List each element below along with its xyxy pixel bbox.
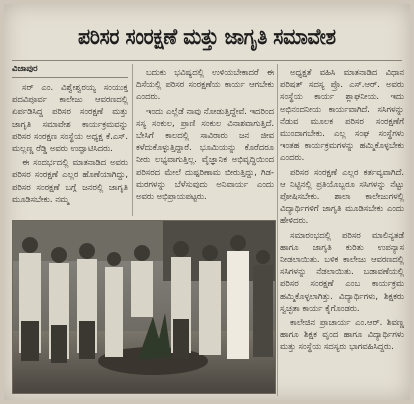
news-photo (12, 220, 276, 394)
article-paragraph: ಅಧ್ಯಕ್ಷತೆ ವಹಿಸಿ ಮಾತನಾಡಿದ ವಿಧಾನ ಪರಿಷತ್ ಸದಸ್ಯ ಪ್ರೊ. ಎಸ್.ಆರ್. ಅವರು ಸಂಸ್ಥೆಯ ಕಾರ್ಯ ಶ್ಲಾಘನೀಯ. ಇದು ಅಭಿನಂದನೀಯ ಕಾರ್ಯವಾಗಿದೆ. ಸಸಿಗಳನ್ನು ನೆಡುವ ಮೂಲಕ ಪರಿಸರ ಸಂರಕ್ಷಣೆಗೆ ಮುಂದಾಗಬೇಕು. ಎಲ್ಲ ಸಂಘ ಸಂಸ್ಥೆಗಳು ಇಂತಹ ಕಾರ್ಯಕ್ರಮಗಳನ್ನು ಹಮ್ಮಿಕೊಳ್ಳಬೇಕು ಎಂದರು. (280, 67, 404, 163)
newspaper-clipping (4, 4, 410, 400)
article-paragraph: ಈ ಸಂದರ್ಭದಲ್ಲಿ ಮಾತನಾಡಿದ ಅವರು ಪರಿಸರ ಸಂರಕ್ಷಣೆ ಎಲ್ಲರ ಹೊಣೆಯಾಗಿದ್ದು, ಪರಿಸರ ಸಂರಕ್ಷಣೆ ಬಗ್ಗೆ ಜನರಲ್ಲಿ ಜಾಗೃತಿ ಮೂಡಿಸಬೇಕು. ನಮ್ಮ (12, 157, 128, 204)
article-column-1 (12, 64, 128, 216)
column-rule (132, 64, 133, 216)
column-rule (277, 64, 278, 396)
article-column-2 (136, 66, 274, 216)
article-paragraph: ಸರ್ ಎಂ. ವಿಶ್ವೇಶ್ವರಯ್ಯ ಸಂಯುಕ್ತ ಪದವಿಪೂರ್ವ ಕಾಲೇಜು ಆವರಣದಲ್ಲಿ ಏರ್ಪಡಿಸಿದ್ದ ಪರಿಸರ ಸಂರಕ್ಷಣೆ ಮತ್ತು ಜಾಗೃತಿ ಸಮಾವೇಶ ಕಾರ್ಯಕ್ರಮವನ್ನು ಪರಿಸರ ಸಂರಕ್ಷಣ ಸಂಸ್ಥೆಯ ಅಧ್ಯಕ್ಷ ಕೆ.ಎಸ್. ಮಲ್ಲಣ್ಣ ರೆಡ್ಡಿ ಅವರು ಉದ್ಘಾಟಿಸಿದರು. (12, 82, 128, 154)
article-paragraph: ಸಮಾರಂಭದಲ್ಲಿ ಪರಿಸರ ಮಾಲಿನ್ಯತಡೆ ಹಾಗೂ ಜಾಗೃತಿ ಕುರಿತು ಉಪನ್ಯಾಸ ನೀಡಲಾಯಿತು. ಬಳಿಕ ಕಾಲೇಜು ಆವರಣದಲ್ಲಿ ಸಸಿಗಳನ್ನು ನೆಡಲಾಯಿತು. ಬಡಾವಣೆಯಲ್ಲಿ ಪರಿಸರ ಸಂರಕ್ಷಣೆ ಎಂಬ ಕಾರ್ಯಕ್ರಮ ಹಮ್ಮಿಕೊಳ್ಳಲಾಗಿತ್ತು. ವಿದ್ಯಾರ್ಥಿಗಳು, ಶಿಕ್ಷಕರು ಸ್ವಚ್ಛತಾ ಕಾರ್ಯ ಕೈಗೊಂಡರು. (280, 229, 404, 313)
article-column-3 (280, 66, 404, 396)
article-paragraph: ಪರಿಸರ ಸಂರಕ್ಷಣೆ ಎಲ್ಲರ ಕರ್ತವ್ಯವಾಗಿದೆ. ಆ ನಿಟ್ಟಿನಲ್ಲಿ ಪ್ರತಿಯೊಬ್ಬರೂ ಸಸಿಗಳನ್ನು ನೆಟ್ಟು ಪೋಷಿಸಬೇಕು. ಶಾಲಾ ಕಾಲೇಜುಗಳಲ್ಲಿ ವಿದ್ಯಾರ್ಥಿಗಳಿಗೆ ಜಾಗೃತಿ ಮೂಡಿಸಬೇಕು ಎಂದು ಹೇಳಿದರು. (280, 166, 404, 226)
article-paragraph: ಬದುಕು ಭವಿಷ್ಯದಲ್ಲಿ ಉಳಿಯಬೇಕಾದರೆ ಈ ದಿಸೆಯಲ್ಲಿ ಪರಿಸರ ಸಂರಕ್ಷಣೆಯ ಕಾರ್ಯ ಆಗಬೇಕು ಎಂದರು. (136, 67, 274, 102)
tree-planting-photo (13, 221, 275, 393)
article-paragraph: ಇಂದು ಎಲ್ಲೆಡೆ ನಾವು ನೋಡುತ್ತಿದ್ದೇವೆ. ಇದರಿಂದ ಸಸ್ಯ ಸಂಕುಲ, ಪ್ರಾಣಿ ಸಂಕುಲ ವಿನಾಶವಾಗುತ್ತಿದೆ. ಬೇಸಿಗೆ ಕಾಲದಲ್ಲಿ ಸಾವಿರಾರು ಜನ ಜೀವ ಕಳೆದುಕೊಳ್ಳುತ್ತಿದ್ದಾರೆ. ಭೂಮಿಯನ್ನು ಕೊರೆದರೂ ನೀರು ಲಭ್ಯವಾಗುತ್ತಿಲ್ಲ. ವೈಜ್ಞಾನಿಕ ಅಭಿವೃದ್ಧಿಯಿಂದ ಪರಿಸರದ ಮೇಲೆ ದುಷ್ಪರಿಣಾಮ ಬೀರುತ್ತಿದ್ದು, ಗಿಡ-ಮರಗಳನ್ನು ಬೆಳೆಸುವುದು ಅನಿವಾರ್ಯ ಎಂದು ಅವರು ಅಭಿಪ್ರಾಯಪಟ್ಟರು. (136, 105, 274, 202)
dateline: ವಿಜಾಪುರ (12, 64, 128, 78)
headline-block (12, 14, 402, 61)
headline: ಪರಿಸರ ಸಂರಕ್ಷಣೆ ಮತ್ತು ಜಾಗೃತಿ ಸಮಾವೇಶ (78, 24, 336, 50)
article-paragraph: ಕಾಲೇಜಿನ ಪ್ರಾಚಾರ್ಯ ಎಂ.ಆರ್. ಶಿವಣ್ಣ ಹಾಗೂ ಶಿಕ್ಷಕ ವೃಂದ ಹಾಗೂ ವಿದ್ಯಾರ್ಥಿಗಳು ಮತ್ತು ಸಂಸ್ಥೆಯ ಸದಸ್ಯರು ಭಾಗವಹಿಸಿದ್ದರು. (280, 317, 404, 352)
